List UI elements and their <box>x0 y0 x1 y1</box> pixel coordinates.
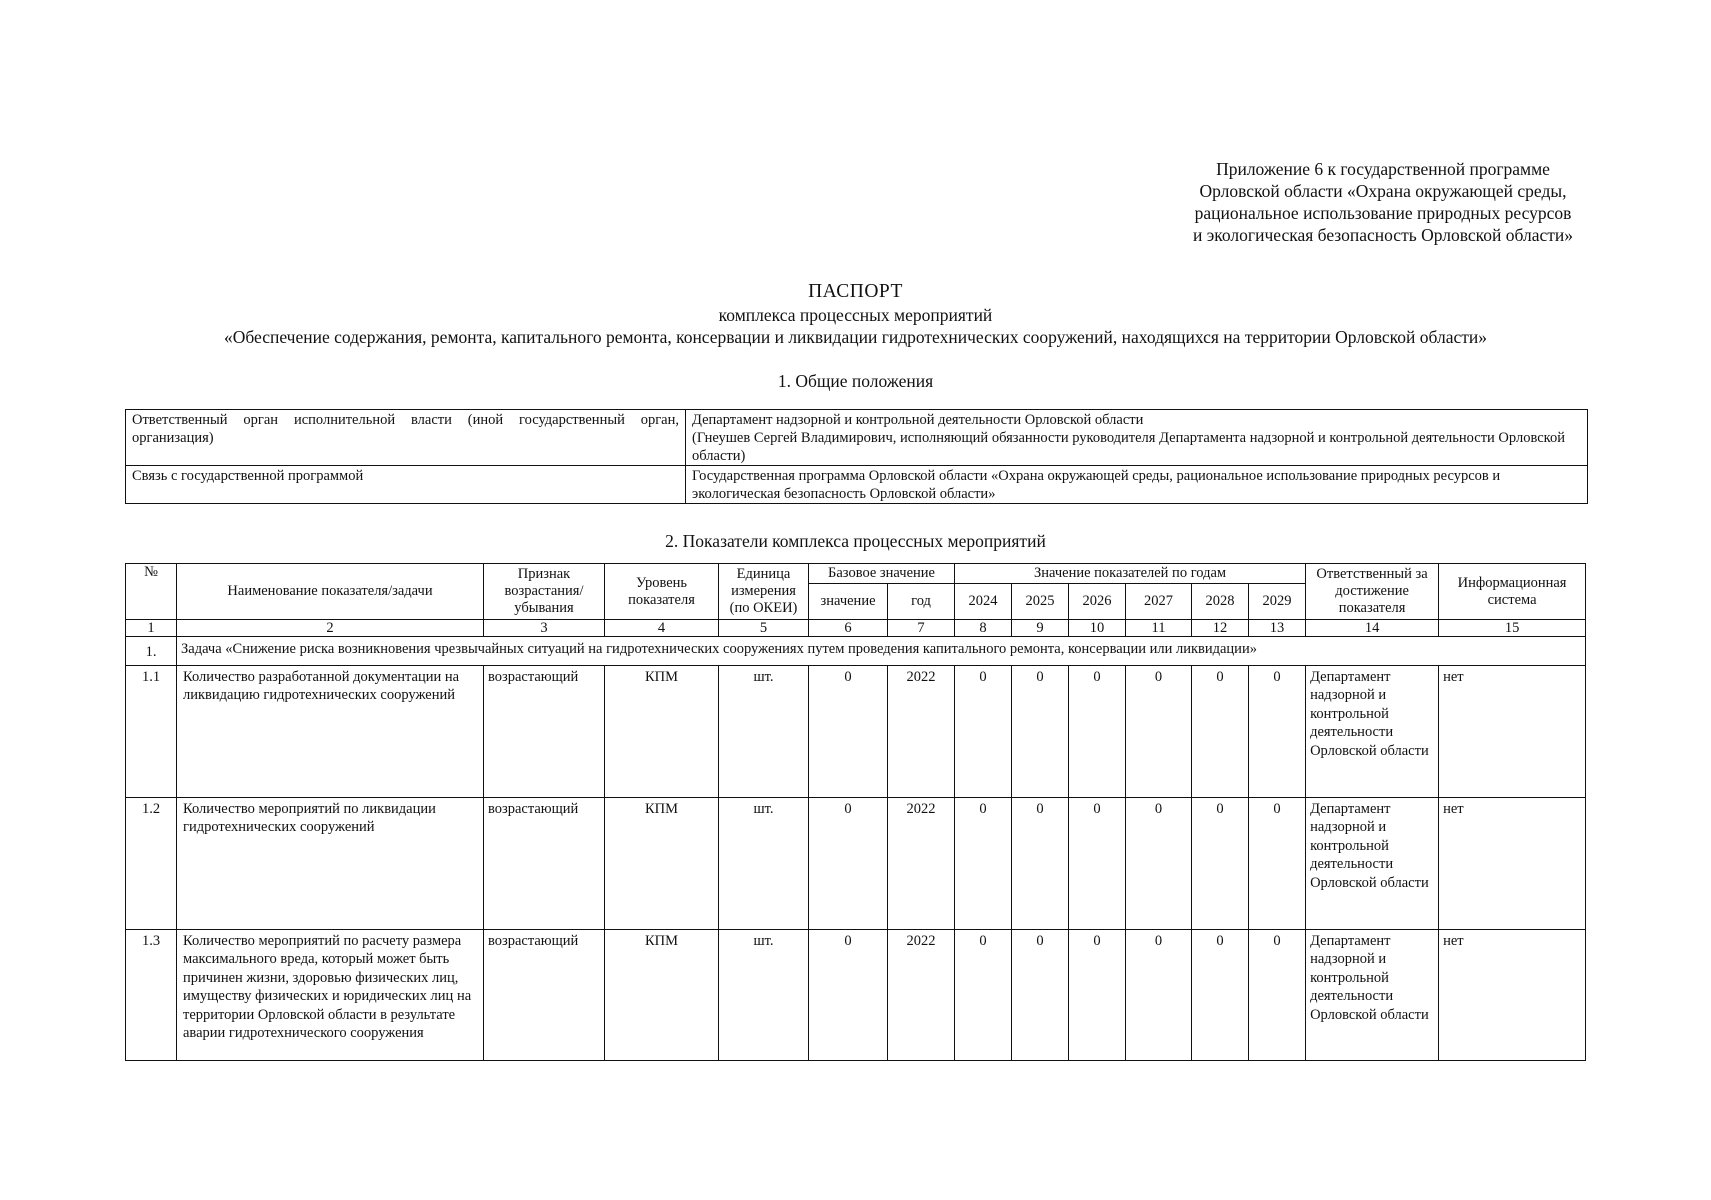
general-provisions-table <box>125 409 1588 504</box>
row-value-2029: 0 <box>1249 666 1306 798</box>
appendix-line: Орловской области «Охрана окружающей среды, <box>1199 181 1567 201</box>
appendix-line: и экологическая безопасность Орловской области» <box>1193 225 1573 245</box>
row-level: КПМ <box>605 930 719 1061</box>
row-base-year: 2022 <box>888 666 955 798</box>
row-num: 1.1 <box>126 666 177 798</box>
general-value <box>686 410 1588 466</box>
general-row <box>126 410 1588 466</box>
column-number: 1 <box>126 620 177 637</box>
column-number: 4 <box>605 620 719 637</box>
general-value-line: (Гнеушев Сергей Владимирович, исполняющий обязанности руководителя Департамента надзорной и контрольной деятельности Орловской области) <box>692 430 1565 464</box>
row-base-value: 0 <box>809 930 888 1061</box>
passport-header <box>0 280 1711 348</box>
row-info-system: нет <box>1439 930 1586 1061</box>
row-name: Количество мероприятий по расчету размера максимального вреда, который может быть причинен жизни, здоровью физических лиц, имуществу физических и юридических лиц на территории Орловской области в результате аварии гидротехнического сооружения <box>177 930 484 1061</box>
header-year-2026: 2026 <box>1069 584 1126 620</box>
column-number: 12 <box>1192 620 1249 637</box>
header-num: № <box>126 564 177 620</box>
column-number: 7 <box>888 620 955 637</box>
appendix-line: Приложение 6 к государственной программе <box>1216 159 1550 179</box>
passport-name: «Обеспечение содержания, ремонта, капитального ремонта, консервации и ликвидации гидротехнических сооружений, находящихся на территории Орловской области» <box>223 327 1488 347</box>
row-base-year: 2022 <box>888 930 955 1061</box>
row-value-2028: 0 <box>1192 798 1249 930</box>
row-value-2025: 0 <box>1012 666 1069 798</box>
row-value-2025: 0 <box>1012 930 1069 1061</box>
general-value <box>686 466 1588 504</box>
row-value-2027: 0 <box>1126 666 1192 798</box>
row-level: КПМ <box>605 666 719 798</box>
row-value-2026: 0 <box>1069 798 1126 930</box>
header-level: Уровень показателя <box>605 564 719 620</box>
table-row <box>126 666 1586 798</box>
general-label: Связь с государственной программой <box>126 466 686 504</box>
row-sign: возрастающий <box>484 930 605 1061</box>
passport-title: ПАСПОРТ <box>808 281 903 302</box>
general-value-line: Государственная программа Орловской области «Охрана окружающей среды, рациональное использование природных ресурсов и экологическая безопасность Орловской области» <box>692 468 1501 502</box>
general-label: Ответственный орган исполнительной власти (иной государственный орган, организация) <box>126 410 686 466</box>
table-row <box>126 930 1586 1061</box>
column-number: 5 <box>719 620 809 637</box>
general-row <box>126 466 1588 504</box>
header-year-2025: 2025 <box>1012 584 1069 620</box>
header-base-year: год <box>888 584 955 620</box>
header-base-value: значение <box>809 584 888 620</box>
header-year-2024: 2024 <box>955 584 1012 620</box>
header-base: Базовое значение <box>809 564 955 584</box>
row-responsible: Департамент надзорной и контрольной деятельности Орловской области <box>1306 930 1439 1061</box>
row-name: Количество мероприятий по ликвидации гидротехнических сооружений <box>177 798 484 930</box>
column-number: 13 <box>1249 620 1306 637</box>
row-base-value: 0 <box>809 666 888 798</box>
row-value-2029: 0 <box>1249 798 1306 930</box>
table-row <box>126 798 1586 930</box>
header-sign: Признак возрастания/ убывания <box>484 564 605 620</box>
row-sign: возрастающий <box>484 798 605 930</box>
column-number: 15 <box>1439 620 1586 637</box>
header-name: Наименование показателя/задачи <box>177 564 484 620</box>
section2-heading: 2. Показатели комплекса процессных мероприятий <box>665 531 1046 551</box>
task-num: 1. <box>126 637 177 666</box>
row-responsible: Департамент надзорной и контрольной деятельности Орловской области <box>1306 798 1439 930</box>
column-number: 8 <box>955 620 1012 637</box>
general-value-line: Департамент надзорной и контрольной деятельности Орловской области <box>692 412 1144 428</box>
task-text: Задача «Снижение риска возникновения чрезвычайных ситуаций на гидротехнических сооружениях путем проведения капитального ремонта, консервации или ликвидации» <box>177 637 1586 666</box>
row-value-2027: 0 <box>1126 930 1192 1061</box>
row-level: КПМ <box>605 798 719 930</box>
section1-heading: 1. Общие положения <box>777 371 934 391</box>
row-value-2028: 0 <box>1192 666 1249 798</box>
indicators-table <box>125 563 1586 1061</box>
row-value-2026: 0 <box>1069 666 1126 798</box>
row-value-2024: 0 <box>955 798 1012 930</box>
row-info-system: нет <box>1439 798 1586 930</box>
appendix-note <box>1193 158 1573 246</box>
header-year-2027: 2027 <box>1126 584 1192 620</box>
column-number: 3 <box>484 620 605 637</box>
row-value-2027: 0 <box>1126 798 1192 930</box>
header-year-2029: 2029 <box>1249 584 1306 620</box>
row-value-2029: 0 <box>1249 930 1306 1061</box>
row-base-value: 0 <box>809 798 888 930</box>
row-num: 1.2 <box>126 798 177 930</box>
header-info-system: Информационная система <box>1439 564 1586 620</box>
row-base-year: 2022 <box>888 798 955 930</box>
row-unit: шт. <box>719 666 809 798</box>
passport-subtitle: комплекса процессных мероприятий <box>718 305 993 325</box>
column-number: 6 <box>809 620 888 637</box>
row-sign: возрастающий <box>484 666 605 798</box>
column-number: 14 <box>1306 620 1439 637</box>
row-value-2026: 0 <box>1069 930 1126 1061</box>
row-name: Количество разработанной документации на ликвидацию гидротехнических сооружений <box>177 666 484 798</box>
header-year-2028: 2028 <box>1192 584 1249 620</box>
row-unit: шт. <box>719 930 809 1061</box>
row-info-system: нет <box>1439 666 1586 798</box>
row-value-2024: 0 <box>955 930 1012 1061</box>
column-number: 9 <box>1012 620 1069 637</box>
column-numbers-row <box>126 620 1586 637</box>
row-unit: шт. <box>719 798 809 930</box>
row-num: 1.3 <box>126 930 177 1061</box>
column-number: 10 <box>1069 620 1126 637</box>
row-responsible: Департамент надзорной и контрольной деятельности Орловской области <box>1306 666 1439 798</box>
appendix-line: рациональное использование природных ресурсов <box>1194 203 1572 223</box>
row-value-2025: 0 <box>1012 798 1069 930</box>
header-years-group: Значение показателей по годам <box>955 564 1306 584</box>
row-value-2028: 0 <box>1192 930 1249 1061</box>
task-row <box>126 637 1586 666</box>
header-unit: Единица измерения (по ОКЕИ) <box>719 564 809 620</box>
column-number: 2 <box>177 620 484 637</box>
row-value-2024: 0 <box>955 666 1012 798</box>
column-number: 11 <box>1126 620 1192 637</box>
header-responsible: Ответственный за достижение показателя <box>1306 564 1439 620</box>
